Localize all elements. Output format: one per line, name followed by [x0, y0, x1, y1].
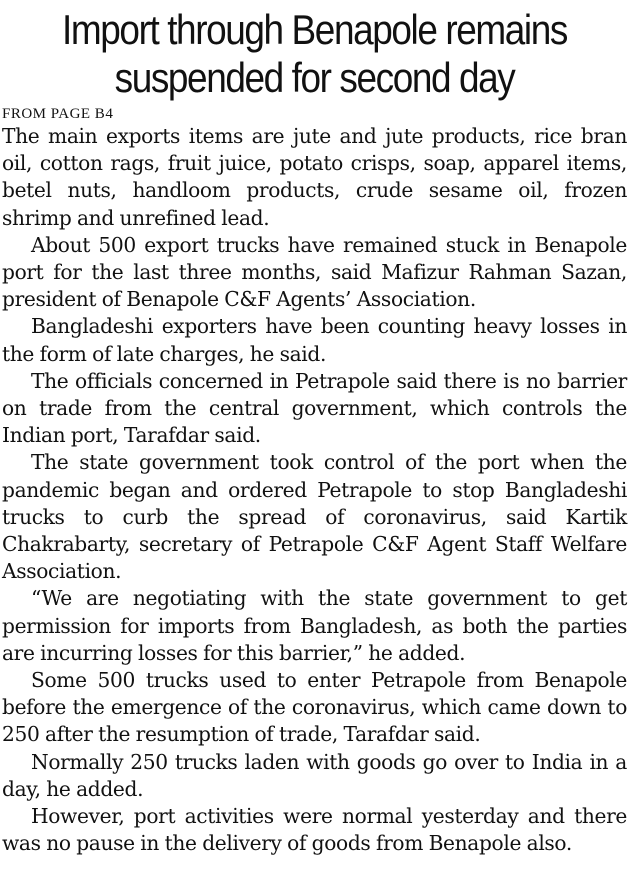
article-body: [2, 123, 627, 857]
paragraph-6: “We are negotiating with the state government to get permission for imports from Bangladesh, as both the parties are incurring losses for this barrier,” he added.: [2, 586, 627, 665]
paragraph-5: The state government took control of the port when the pandemic began and ordered Petrapole to stop Bangladeshi trucks to curb the spread of coronavirus, said Kartik Chakrabarty, secretary of Petrapole C&F Agent Staff Welfare Association.: [2, 450, 627, 584]
headline: [40, 6, 590, 102]
paragraph-2: About 500 export trucks have remained stuck in Benapole port for the last three months, said Mafizur Rahman Sazan, president of Benapole C&F Agents’ Association.: [2, 232, 627, 312]
paragraph-1: The main exports items are jute and jute products, rice bran oil, cotton rags, fruit juice, potato crisps, soap, apparel items, betel nuts, handloom products, crude sesame oil, frozen shrimp and unrefined lead.: [2, 124, 627, 230]
paragraph-9: However, port activities were normal yesterday and there was no pause in the delivery of goods from Benapole also.: [2, 804, 627, 856]
paragraph-4: The officials concerned in Petrapole said there is no barrier on trade from the central government, which controls the Indian port, Tarafdar said.: [2, 368, 627, 448]
headline-line-1: Import through Benapole remains: [62, 6, 567, 53]
continued-from-label: FROM PAGE B4: [2, 106, 114, 122]
headline-line-2: suspended for second day: [114, 54, 515, 101]
paragraph-3: Bangladeshi exporters have been counting heavy losses in the form of late charges, he said.: [2, 314, 627, 366]
paragraph-7: Some 500 trucks used to enter Petrapole from Benapole before the emergence of the coronavirus, which came down to 250 after the resumption of trade, Tarafdar said.: [2, 668, 627, 747]
paragraph-8: Normally 250 trucks laden with goods go over to India in a day, he added.: [2, 749, 627, 801]
